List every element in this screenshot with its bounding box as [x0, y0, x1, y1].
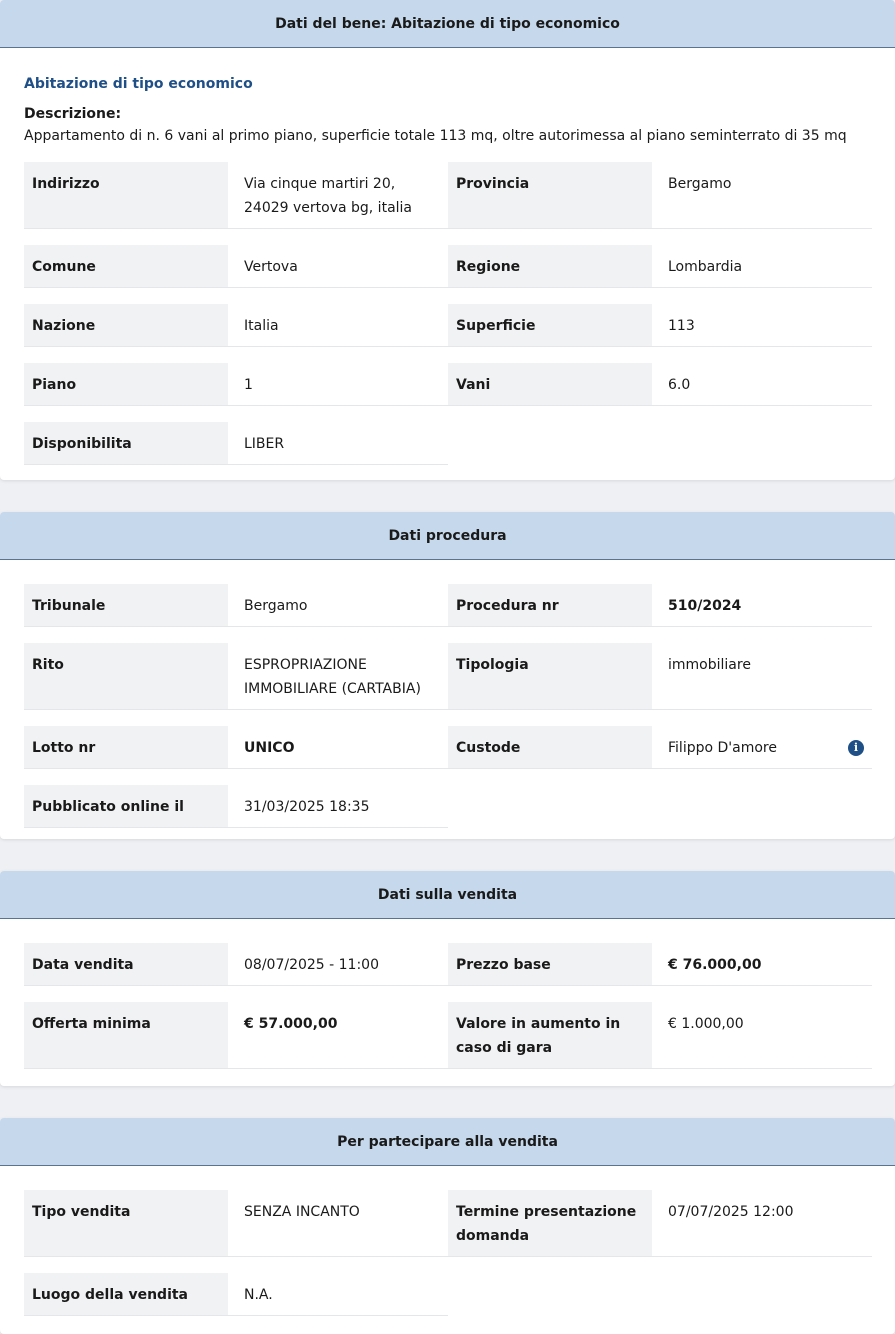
description-text: Appartamento di n. 6 vani al primo piano, superficie totale 113 mq, oltre autorimessa al piano seminterrato di 35 mq	[24, 128, 847, 144]
card-header-dati-vendita: Dati sulla vendita	[0, 871, 895, 919]
field-value-vani: 6.0	[652, 363, 872, 406]
field-label-pubblicato: Pubblicato online il	[24, 785, 228, 828]
property-type-title: Abitazione di tipo economico	[24, 76, 253, 92]
info-icon[interactable]: i	[848, 740, 864, 756]
field-value-luogo-vendita: N.A.	[228, 1273, 448, 1316]
property-details-grid	[24, 162, 871, 465]
field-label-rito: Rito	[24, 643, 228, 710]
field-label-termine-presentazione: Termine presentazione domanda	[448, 1190, 652, 1257]
field-label-lotto-nr: Lotto nr	[24, 726, 228, 769]
field-value-data-vendita: 08/07/2025 - 11:00	[228, 943, 448, 986]
field-value-piano: 1	[228, 363, 448, 406]
field-value-provincia: Bergamo	[652, 162, 872, 229]
description-label: Descrizione:	[24, 106, 122, 122]
field-label-custode: Custode	[448, 726, 652, 769]
field-value-termine-presentazione: 07/07/2025 12:00	[652, 1190, 872, 1257]
field-value-offerta-minima: € 57.000,00	[228, 1002, 448, 1069]
card-dati-procedura	[0, 512, 895, 839]
field-label-offerta-minima: Offerta minima	[24, 1002, 228, 1069]
field-value-lotto-nr: UNICO	[228, 726, 448, 769]
field-label-luogo-vendita: Luogo della vendita	[24, 1273, 228, 1316]
field-label-vani: Vani	[448, 363, 652, 406]
card-header-partecipare: Per partecipare alla vendita	[0, 1118, 895, 1166]
card-header-dati-procedura: Dati procedura	[0, 512, 895, 560]
field-value-regione: Lombardia	[652, 245, 872, 288]
field-value-procedura-nr: 510/2024	[652, 584, 872, 627]
field-value-prezzo-base: € 76.000,00	[652, 943, 872, 986]
field-value-valore-aumento: € 1.000,00	[652, 1002, 872, 1069]
field-label-piano: Piano	[24, 363, 228, 406]
card-header-dati-bene: Dati del bene: Abitazione di tipo economico	[0, 0, 895, 48]
field-label-provincia: Provincia	[448, 162, 652, 229]
field-label-disponibilita: Disponibilita	[24, 422, 228, 465]
field-value-superficie: 113	[652, 304, 872, 347]
field-label-tribunale: Tribunale	[24, 584, 228, 627]
field-value-comune: Vertova	[228, 245, 448, 288]
field-label-valore-aumento: Valore in aumento in caso di gara	[448, 1002, 652, 1069]
field-value-tipo-vendita: SENZA INCANTO	[228, 1190, 448, 1257]
field-value-tipologia: immobiliare	[652, 643, 872, 710]
field-label-tipologia: Tipologia	[448, 643, 652, 710]
field-value-custode: Filippo D'amore	[668, 740, 777, 756]
field-label-superficie: Superficie	[448, 304, 652, 347]
field-label-data-vendita: Data vendita	[24, 943, 228, 986]
field-value-tribunale: Bergamo	[228, 584, 448, 627]
field-label-prezzo-base: Prezzo base	[448, 943, 652, 986]
card-dati-bene	[0, 0, 895, 480]
card-dati-vendita	[0, 871, 895, 1086]
field-value-disponibilita: LIBER	[228, 422, 448, 465]
sale-details-grid	[24, 943, 871, 1069]
field-label-comune: Comune	[24, 245, 228, 288]
field-custode-cell	[652, 726, 872, 769]
field-value-nazione: Italia	[228, 304, 448, 347]
field-label-indirizzo: Indirizzo	[24, 162, 228, 229]
field-label-nazione: Nazione	[24, 304, 228, 347]
field-value-rito: ESPROPRIAZIONE IMMOBILIARE (CARTABIA)	[228, 643, 448, 710]
field-value-indirizzo: Via cinque martiri 20, 24029 vertova bg, italia	[228, 162, 448, 229]
field-value-pubblicato: 31/03/2025 18:35	[228, 785, 448, 828]
participation-details-grid	[24, 1190, 871, 1316]
procedure-details-grid	[24, 584, 871, 828]
field-label-regione: Regione	[448, 245, 652, 288]
field-label-tipo-vendita: Tipo vendita	[24, 1190, 228, 1257]
field-label-procedura-nr: Procedura nr	[448, 584, 652, 627]
card-partecipare	[0, 1118, 895, 1334]
